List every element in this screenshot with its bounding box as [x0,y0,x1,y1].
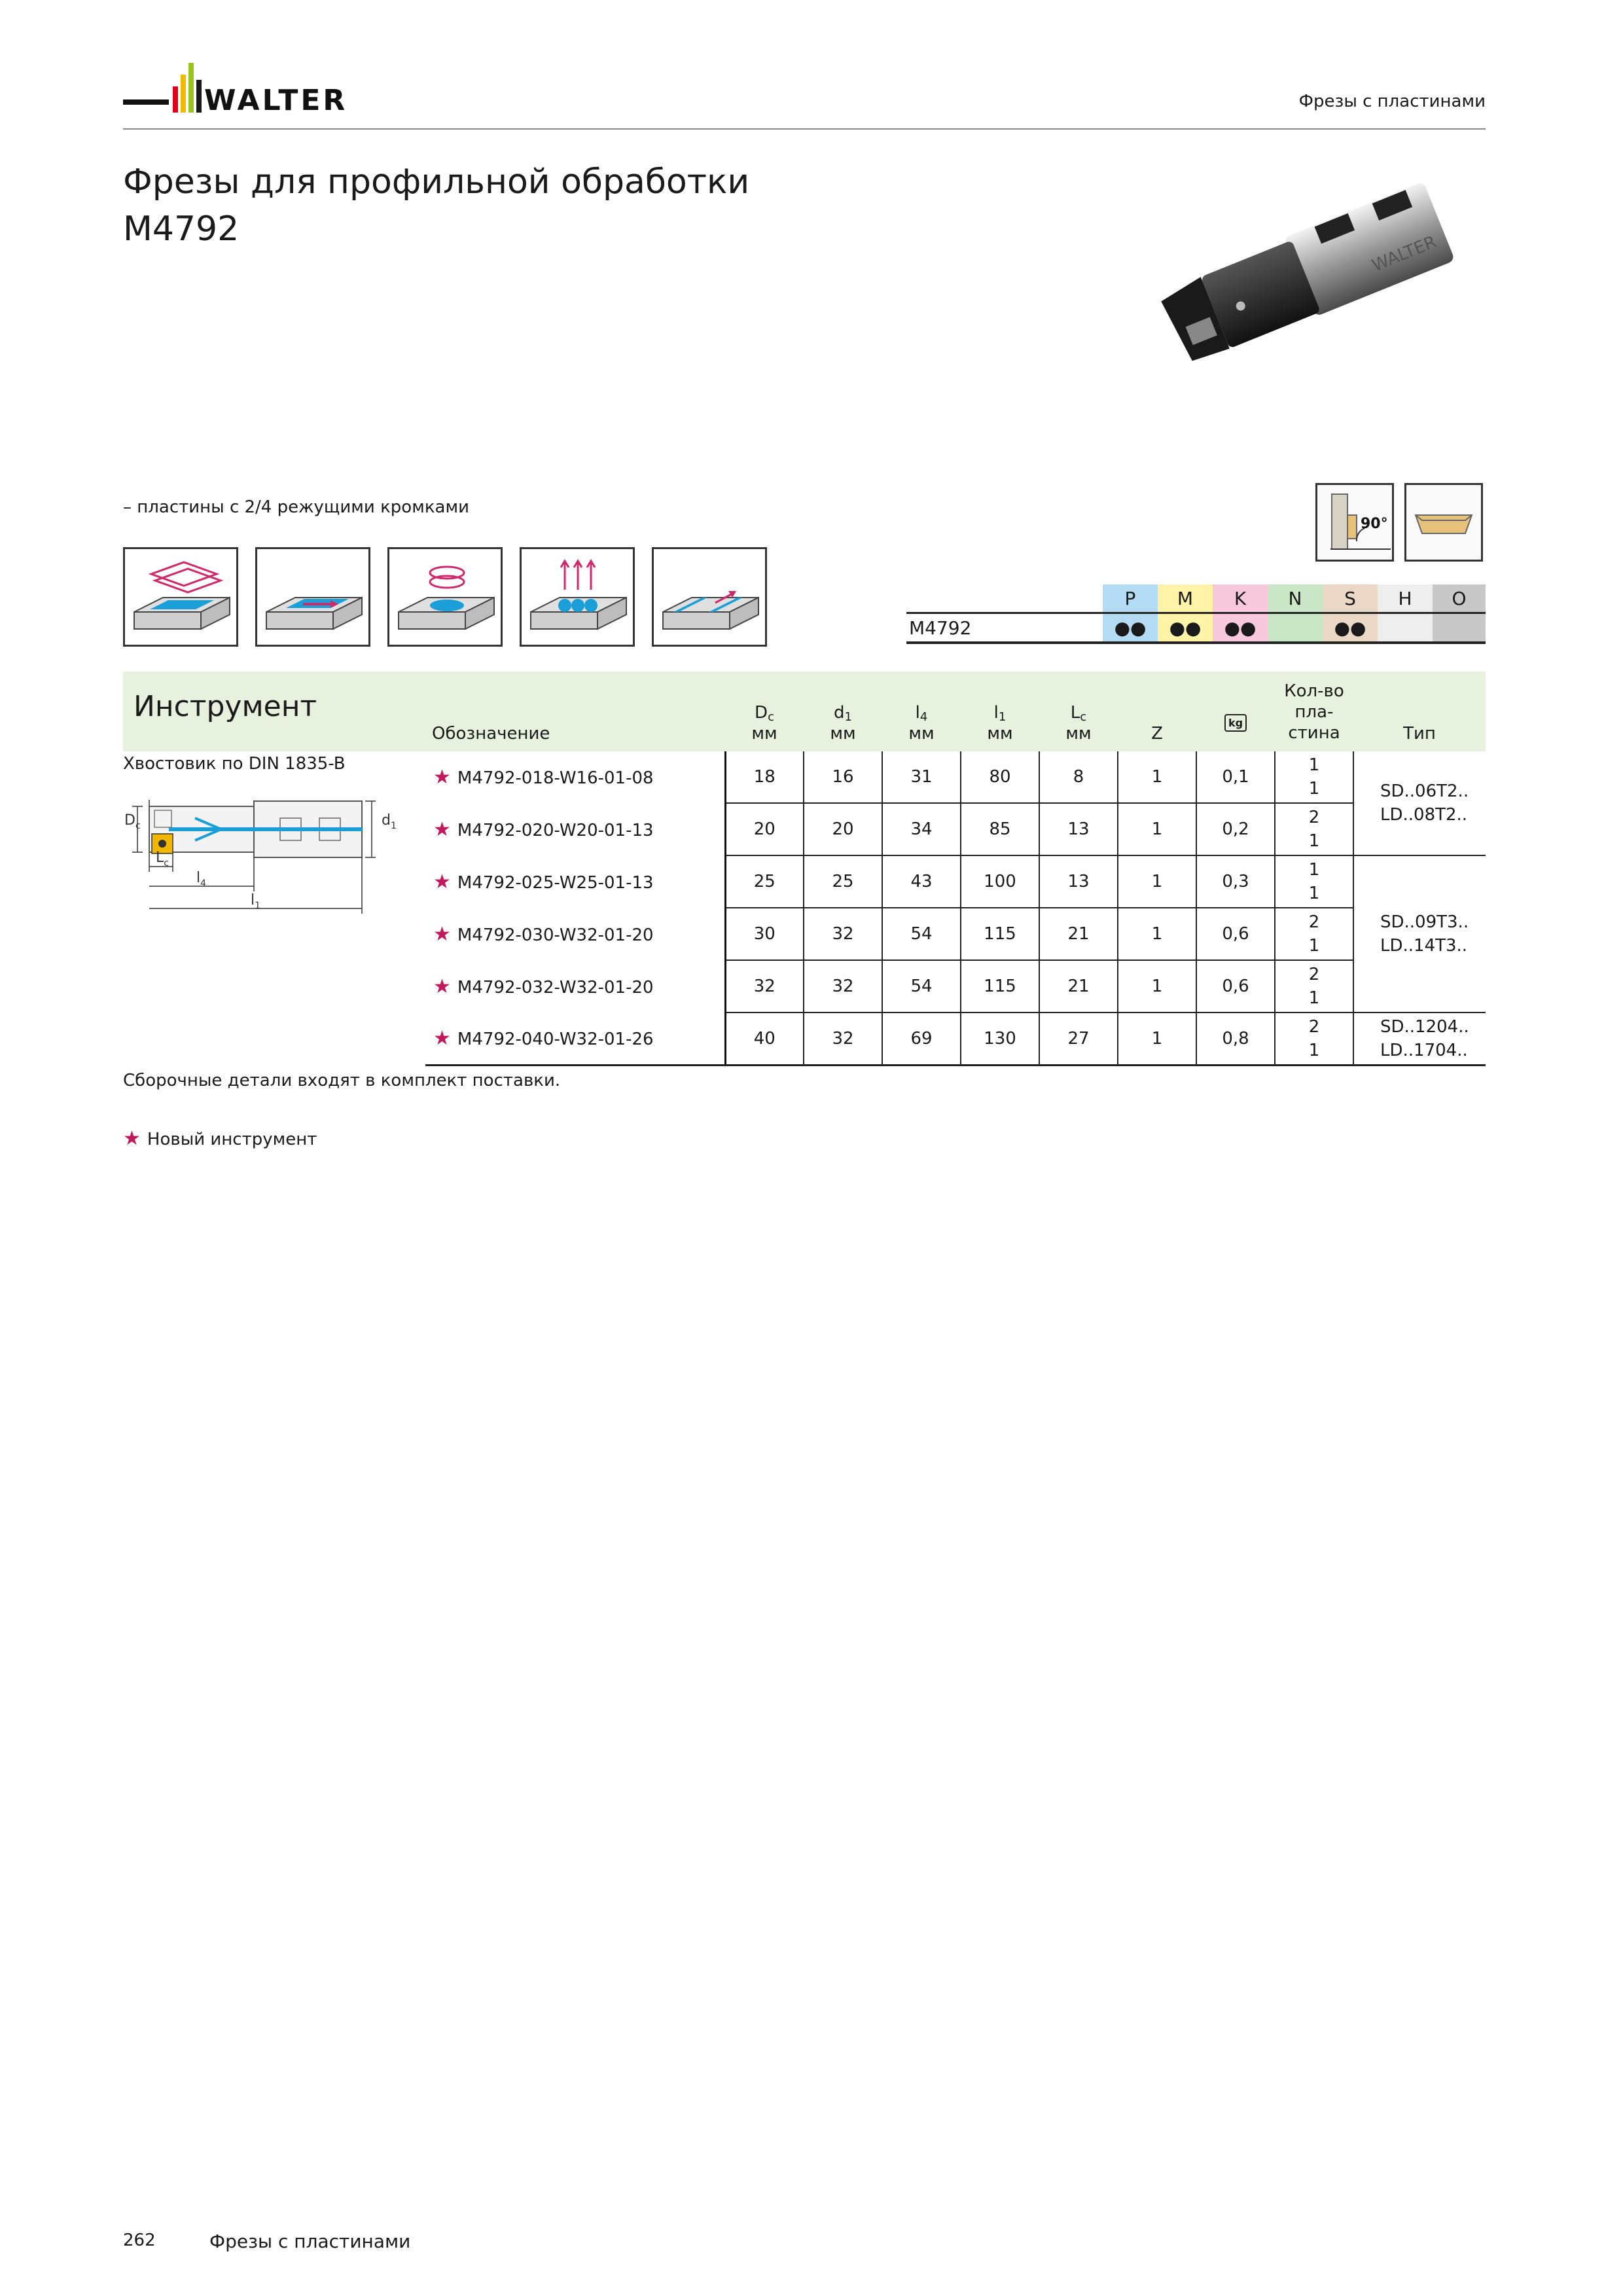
lc-value: 27 [1039,1013,1118,1066]
dc-value: 40 [725,1013,804,1066]
d1-value: 32 [804,908,882,960]
weight-value: 0,8 [1196,1013,1275,1066]
designation: ★ M4792-020-W20-01-13 [433,817,654,841]
weight-value: 0,6 [1196,960,1275,1013]
shank-label: Хвостовик по DIN 1835-B [123,754,346,774]
footer-title: Фрезы с пластинами [209,2231,411,2252]
tool-table [123,672,1486,1066]
designation: ★ M4792-018-W16-01-08 [433,766,654,789]
new-star-icon: ★ [433,870,451,893]
iso-k-value: ●● [1213,613,1268,643]
iso-p-header: P [1103,584,1158,613]
new-star-icon: ★ [433,1027,451,1050]
iso-s-value: ●● [1323,613,1378,643]
walter-logo [123,60,398,113]
designation: ★ M4792-032-W32-01-20 [433,975,654,998]
iso-h-header: H [1378,584,1433,613]
iso-n-header: N [1268,584,1323,613]
iso-k-header: K [1213,584,1268,613]
insert-type: SD..06T2.. LD..08T2.. [1353,751,1486,855]
face-milling-icon [123,547,238,647]
iso-row-label: M4792 [909,617,972,639]
weight-value: 0,2 [1196,803,1275,855]
insert-count: 1 1 [1275,751,1353,803]
tool-drawing [123,780,411,924]
svg-text:WALTER: WALTER [1369,232,1440,276]
d1-label: $d_1$ [382,812,397,831]
header-divider [123,128,1486,130]
lc-value: 13 [1039,803,1118,855]
iso-h-value [1378,613,1433,643]
col-insert-count: Кол-во пла-стина [1275,672,1353,751]
insert-type: SD..1204.. LD..1704.. [1353,1013,1486,1066]
d1-value: 20 [804,803,882,855]
iso-o-value [1433,613,1486,643]
new-star-icon: ★ [123,1127,141,1150]
col-designation: Обозначение [425,672,725,751]
lc-value: 21 [1039,908,1118,960]
z-value: 1 [1118,751,1196,803]
dc-value: 25 [725,855,804,908]
insert-type: SD..09T3.. LD..14T3.. [1353,855,1486,1013]
d1-value: 25 [804,855,882,908]
col-d1: $d_1$ мм [804,672,882,751]
slot-milling-icon [255,547,370,647]
plunge-milling-icon [520,547,635,647]
page-subtitle: M4792 [123,209,240,249]
l4-value: 54 [882,908,961,960]
col-l1: $l_1$ мм [961,672,1039,751]
weight-value: 0,1 [1196,751,1275,803]
page-title: Фрезы для профильной обработки [123,162,750,202]
material-group-table [906,584,1486,644]
insert-count: 2 1 [1275,960,1353,1013]
col-z: Z [1118,672,1196,751]
iso-m-value: ●● [1158,613,1213,643]
insert-count: 1 1 [1275,855,1353,908]
product-photo [1139,157,1492,406]
col-l4: $l_4$ мм [882,672,961,751]
l4-value: 31 [882,751,961,803]
tool-drawing-cell [123,751,425,1066]
d1-value: 32 [804,960,882,1013]
l1-value: 115 [961,960,1039,1013]
dc-value: 20 [725,803,804,855]
z-value: 1 [1118,960,1196,1013]
l1-value: 100 [961,855,1039,908]
circular-milling-icon [387,547,503,647]
weight-value: 0,6 [1196,908,1275,960]
section-title: Инструмент [123,672,425,751]
lc-label: $L_c$ [156,850,169,869]
designation: ★ M4792-030-W32-01-20 [433,922,654,946]
weight-value: 0,3 [1196,855,1275,908]
d1-value: 16 [804,751,882,803]
z-value: 1 [1118,908,1196,960]
l1-value: 130 [961,1013,1039,1066]
insert-shape-icon [1404,483,1483,562]
lc-value: 13 [1039,855,1118,908]
new-star-icon: ★ [433,922,451,946]
iso-s-header: S [1323,584,1378,613]
new-tool-legend: ★ Новый инструмент [123,1127,317,1150]
dc-value: 18 [725,751,804,803]
dc-label: $D_c$ [124,812,141,831]
l4-value: 69 [882,1013,961,1066]
col-insert-type: Тип [1353,672,1486,751]
entering-angle-icon [1315,483,1394,562]
iso-o-header: O [1433,584,1486,613]
lc-value: 21 [1039,960,1118,1013]
insert-count: 2 1 [1275,908,1353,960]
assembly-note: Сборочные детали входят в комплект поставки. [123,1071,561,1090]
d1-value: 32 [804,1013,882,1066]
shoulder-milling-icon [652,547,767,647]
iso-p-value: ●● [1103,613,1158,643]
col-weight [1196,672,1275,751]
l4-value: 34 [882,803,961,855]
section-name: Фрезы с пластинами [1298,92,1486,111]
z-value: 1 [1118,1013,1196,1066]
designation: ★ M4792-040-W32-01-26 [425,1013,725,1066]
svg-text:WALTER: WALTER [204,84,348,113]
insert-count: 2 1 [1275,803,1353,855]
col-lc: $L_c$ мм [1039,672,1118,751]
feature-note: – пластины с 2/4 режущими кромками [123,497,469,517]
l1-value: 80 [961,751,1039,803]
col-dc: $D_c$ мм [725,672,804,751]
new-star-icon: ★ [433,766,451,789]
dc-value: 32 [725,960,804,1013]
page-number: 262 [123,2231,156,2250]
designation: ★ M4792-025-W25-01-13 [433,870,654,893]
l1-label: $l_1$ [251,892,261,911]
dc-value: 30 [725,908,804,960]
l4-value: 54 [882,960,961,1013]
svg-text:90°: 90° [1361,516,1388,532]
z-value: 1 [1118,803,1196,855]
insert-count: 2 1 [1275,1013,1353,1066]
weight-icon: kg [1224,714,1247,732]
l4-label: $l_4$ [196,870,207,889]
lc-value: 8 [1039,751,1118,803]
iso-m-header: M [1158,584,1213,613]
new-star-icon: ★ [433,817,451,841]
table-row [123,751,1486,803]
new-star-icon: ★ [433,975,451,998]
l4-value: 43 [882,855,961,908]
iso-n-value [1268,613,1323,643]
l1-value: 115 [961,908,1039,960]
l1-value: 85 [961,803,1039,855]
z-value: 1 [1118,855,1196,908]
